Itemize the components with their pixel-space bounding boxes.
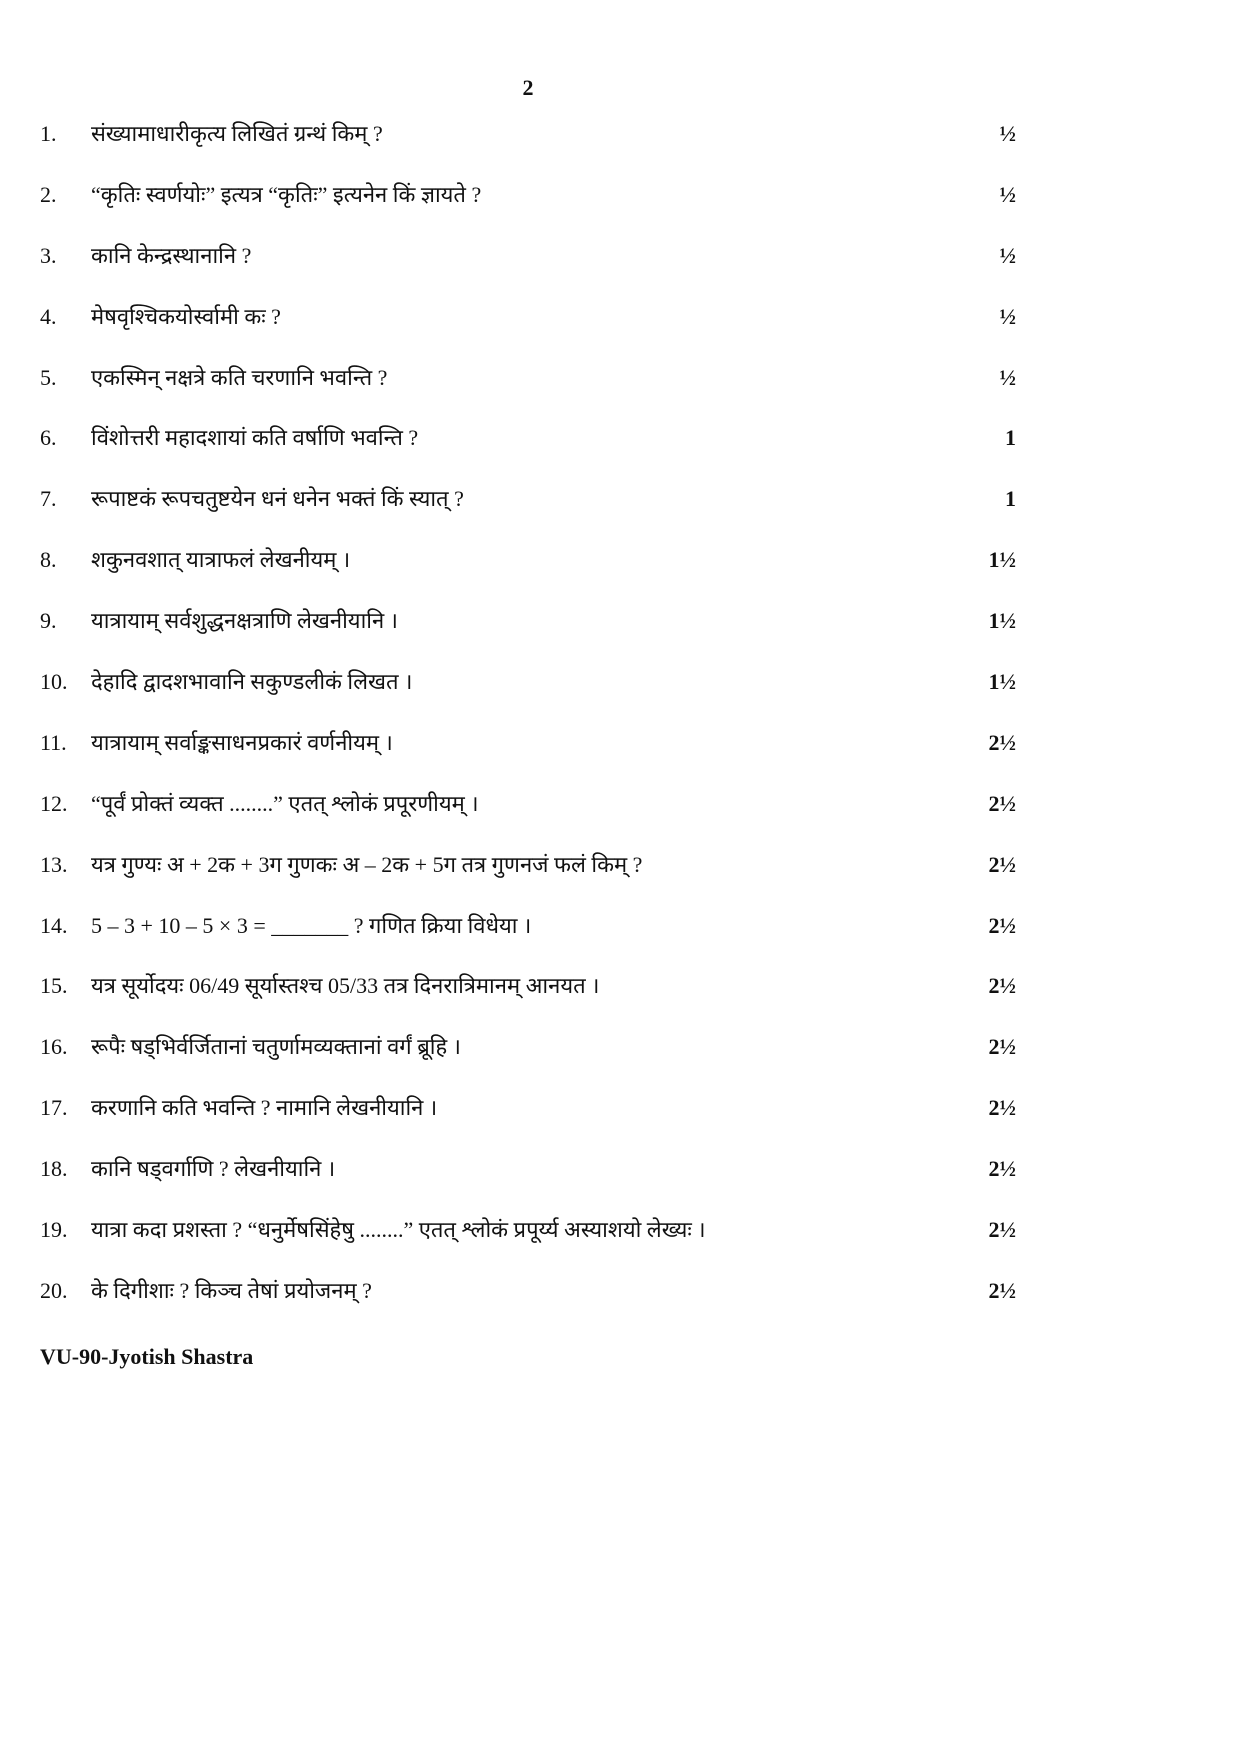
question-text: यत्र गुण्यः अ + 2क + 3ग गुणकः अ – 2क + 5ग तत्र गुणनजं फलं किम् ? — [91, 851, 643, 877]
question-row — [40, 287, 1016, 348]
question-number: 13. — [40, 851, 68, 877]
question-number: 19. — [40, 1217, 68, 1243]
question-row — [40, 1261, 1016, 1322]
question-marks: 2½ — [988, 1095, 1016, 1121]
question-text: संख्यामाधारीकृत्य लिखितं ग्रन्थं किम् ? — [91, 121, 383, 146]
page-number: 2 — [522, 75, 534, 100]
question-row — [40, 104, 1016, 165]
question-number: 2. — [40, 181, 57, 207]
question-text: करणानि कति भवन्ति ? नामानि लेखनीयानि । — [91, 1095, 438, 1121]
question-text: “कृतिः स्वर्णयोः” इत्यत्र “कृतिः” इत्यनेन किं ज्ञायते ? — [91, 181, 482, 207]
question-list — [40, 104, 1016, 1322]
question-marks: 1 — [1005, 425, 1016, 451]
question-row — [40, 408, 1016, 469]
question-row — [40, 1078, 1016, 1139]
question-row — [40, 226, 1016, 287]
question-marks: 1½ — [988, 608, 1016, 634]
question-number: 9. — [40, 608, 57, 634]
question-row — [40, 469, 1016, 530]
question-row — [40, 530, 1016, 591]
question-number: 12. — [40, 790, 68, 816]
question-number: 8. — [40, 547, 57, 573]
question-marks: ½ — [999, 364, 1016, 390]
question-number: 10. — [40, 669, 68, 695]
question-text: के दिगीशाः ? किञ्च तेषां प्रयोजनम् ? — [91, 1277, 372, 1303]
question-text: देहादि द्वादशभावानि सकुण्डलीकं लिखत । — [91, 669, 413, 695]
question-text: शकुनवशात् यात्राफलं लेखनीयम् । — [91, 547, 351, 573]
question-row — [40, 1139, 1016, 1200]
question-marks: 2½ — [988, 1034, 1016, 1060]
question-text: “पूर्वं प्रोक्तं व्यक्त ........” एतत् श्लोकं प्रपूरणीयम् । — [91, 790, 479, 816]
question-text: यात्रायाम् सर्वाङ्कसाधनप्रकारं वर्णनीयम् । — [91, 729, 393, 755]
question-row — [40, 896, 1016, 957]
question-number: 16. — [40, 1034, 68, 1060]
question-marks: 2½ — [988, 1156, 1016, 1182]
question-number: 7. — [40, 486, 57, 512]
question-text: यात्रायाम् सर्वशुद्धनक्षत्राणि लेखनीयानि । — [91, 608, 399, 634]
question-text: कानि केन्द्रस्थानानि ? — [91, 242, 252, 268]
question-row — [40, 774, 1016, 835]
question-number: 3. — [40, 242, 57, 268]
question-marks: 2½ — [988, 912, 1016, 938]
question-marks: 1½ — [988, 547, 1016, 573]
question-row — [40, 348, 1016, 409]
question-number: 17. — [40, 1095, 68, 1121]
question-text: एकस्मिन् नक्षत्रे कति चरणानि भवन्ति ? — [91, 364, 388, 390]
question-text: रूपाष्टकं रूपचतुष्टयेन धनं धनेन भक्तं किं स्यात् ? — [91, 486, 464, 512]
question-marks: 2½ — [988, 1277, 1016, 1303]
question-text: यत्र सूर्योदयः 06/49 सूर्यास्तश्च 05/33 तत्र दिनरात्रिमानम् आनयत । — [91, 973, 600, 999]
question-marks: 2½ — [988, 729, 1016, 755]
question-text: मेषवृश्चिकयोर्स्वामी कः ? — [91, 303, 281, 329]
question-text: 5 – 3 + 10 – 5 × 3 = _______ ? गणित क्रिया विधेया । — [91, 912, 532, 938]
question-marks: ½ — [999, 181, 1016, 207]
question-marks: ½ — [999, 303, 1016, 329]
question-row — [40, 1017, 1016, 1078]
question-text: रूपैः षड्भिर्वर्जितानां चतुर्णामव्यक्तानां वर्गं ब्रूहि । — [91, 1034, 461, 1060]
question-number: 20. — [40, 1277, 68, 1303]
question-row — [40, 1200, 1016, 1261]
question-number: 4. — [40, 303, 57, 329]
question-marks: ½ — [999, 121, 1016, 146]
question-number: 6. — [40, 425, 57, 451]
question-row — [40, 165, 1016, 226]
question-marks: 2½ — [988, 1217, 1016, 1243]
question-marks: 1½ — [988, 669, 1016, 695]
question-number: 11. — [40, 729, 67, 755]
question-marks: 2½ — [988, 973, 1016, 999]
question-text: विंशोत्तरी महादशायां कति वर्षाणि भवन्ति ? — [91, 425, 419, 451]
question-text: यात्रा कदा प्रशस्ता ? “धनुर्मेषसिंहेषु ........” एतत् श्लोकं प्रपूर्य्य अस्याशयो लेख्यः । — [91, 1217, 706, 1243]
paper-code-footer: VU-90-Jyotish Shastra — [40, 1344, 254, 1369]
question-text: कानि षड्वर्गाणि ? लेखनीयानि । — [91, 1156, 336, 1182]
question-number: 14. — [40, 912, 68, 938]
question-row — [40, 591, 1016, 652]
question-number: 15. — [40, 973, 68, 999]
question-row — [40, 652, 1016, 713]
question-row — [40, 956, 1016, 1017]
question-marks: 2½ — [988, 851, 1016, 877]
question-marks: 2½ — [988, 790, 1016, 816]
question-number: 5. — [40, 364, 57, 390]
question-marks: 1 — [1005, 486, 1016, 512]
question-marks: ½ — [999, 242, 1016, 268]
question-number: 18. — [40, 1156, 68, 1182]
question-row — [40, 713, 1016, 774]
question-number: 1. — [40, 121, 57, 146]
question-row — [40, 835, 1016, 896]
